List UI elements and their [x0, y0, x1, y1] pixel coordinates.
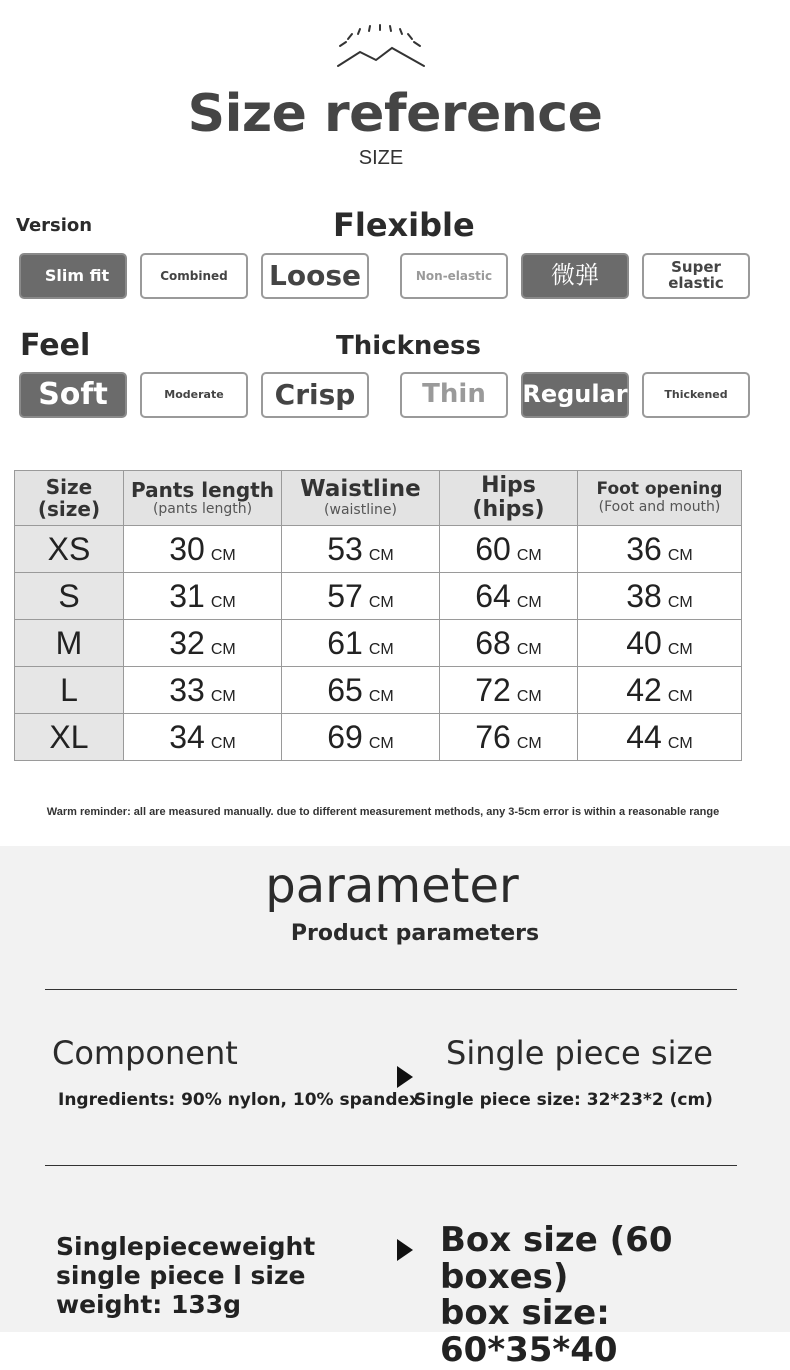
value-cell: 60 CM	[440, 526, 578, 573]
value-cell: 42 CM	[578, 667, 742, 714]
header-hips: Hips (hips)	[440, 471, 578, 526]
version-label: Version	[16, 215, 93, 236]
parameter-subtitle: Product parameters	[290, 921, 540, 946]
box-size	[440, 1222, 790, 1369]
header-size: Size (size)	[15, 471, 124, 526]
weight-text: Singlepieceweight single piece l size weight: 133g	[56, 1232, 316, 1319]
chip-thin: Thin	[400, 372, 508, 418]
header-pants-length: Pants length (pants length)	[124, 471, 282, 526]
chip-soft: Soft	[19, 372, 127, 418]
chip-crisp: Crisp	[261, 372, 369, 418]
piece-size-value: Single piece size: 32*23*2 (cm)	[414, 1090, 713, 1110]
thickness-label: Thickness	[336, 331, 481, 361]
chip-combined: Combined	[140, 253, 248, 299]
parameter-title: parameter	[265, 858, 519, 914]
table-row	[15, 573, 742, 620]
chip-moderate: Moderate	[140, 372, 248, 418]
page-title: Size reference	[187, 84, 603, 144]
flexible-label: Flexible	[333, 206, 475, 244]
table-row	[15, 667, 742, 714]
value-cell: 36 CM	[578, 526, 742, 573]
feel-label: Feel	[20, 328, 91, 363]
value-cell: 61 CM	[282, 620, 440, 667]
chip-loose: Loose	[261, 253, 369, 299]
box-size-label: Box size (60 boxes)	[440, 1220, 673, 1297]
size-cell: L	[15, 667, 124, 714]
box-size-value: box size: 60*35*40	[440, 1293, 618, 1370]
component-label: Component	[52, 1034, 238, 1072]
value-cell: 44 CM	[578, 714, 742, 761]
value-cell: 32 CM	[124, 620, 282, 667]
chip-micro-elastic: 微弹	[521, 253, 629, 299]
piece-size-label: Single piece size	[446, 1034, 713, 1072]
arrow-right-icon	[397, 1239, 413, 1261]
warm-reminder: Warm reminder: all are measured manually. due to different measurement methods, any 3-5cm error is within a reasonable range	[46, 806, 720, 818]
chip-super-elastic: Super elastic	[642, 253, 750, 299]
value-cell: 65 CM	[282, 667, 440, 714]
value-cell: 30 CM	[124, 526, 282, 573]
arrow-right-icon	[397, 1066, 413, 1088]
value-cell: 57 CM	[282, 573, 440, 620]
value-cell: 53 CM	[282, 526, 440, 573]
chip-thickened: Thickened	[642, 372, 750, 418]
size-cell: S	[15, 573, 124, 620]
value-cell: 68 CM	[440, 620, 578, 667]
value-cell: 72 CM	[440, 667, 578, 714]
header-waistline: Waistline (waistline)	[282, 471, 440, 526]
size-cell: M	[15, 620, 124, 667]
component-value: Ingredients: 90% nylon, 10% spandex	[58, 1090, 421, 1110]
table-row	[15, 620, 742, 667]
chip-non-elastic: Non-elastic	[400, 253, 508, 299]
chip-slim-fit: Slim fit	[19, 253, 127, 299]
value-cell: 40 CM	[578, 620, 742, 667]
divider	[45, 1165, 737, 1166]
page-subtitle: SIZE	[358, 147, 404, 169]
size-cell: XL	[15, 714, 124, 761]
size-cell: XS	[15, 526, 124, 573]
table-row	[15, 526, 742, 573]
value-cell: 64 CM	[440, 573, 578, 620]
value-cell: 69 CM	[282, 714, 440, 761]
table-header-row	[15, 471, 742, 526]
value-cell: 31 CM	[124, 573, 282, 620]
chip-regular: Regular	[521, 372, 629, 418]
size-table	[14, 470, 742, 761]
value-cell: 33 CM	[124, 667, 282, 714]
mountain-sun-icon	[330, 22, 430, 70]
divider	[45, 989, 737, 990]
value-cell: 34 CM	[124, 714, 282, 761]
value-cell: 38 CM	[578, 573, 742, 620]
header-foot-opening: Foot opening (Foot and mouth)	[578, 471, 742, 526]
value-cell: 76 CM	[440, 714, 578, 761]
table-row	[15, 714, 742, 761]
